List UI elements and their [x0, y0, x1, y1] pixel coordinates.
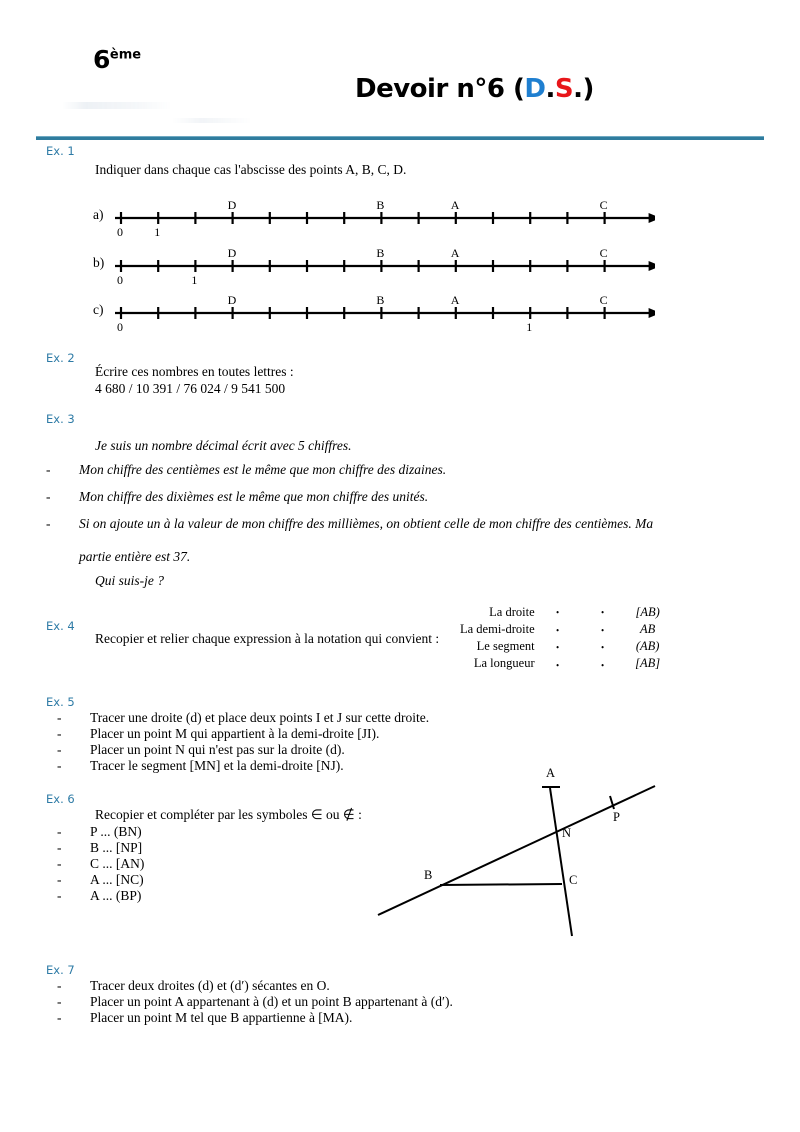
- ex5-item-text: Tracer une droite (d) et place deux points I et J sur cette droite.: [90, 710, 430, 725]
- ex6-item: [57, 872, 357, 888]
- numberline-point-label: A: [450, 246, 460, 260]
- ex4-right-dots: [581, 604, 625, 675]
- ex4-right-item[interactable]: AB: [639, 622, 656, 636]
- ex7-label: Ex. 7: [46, 963, 75, 977]
- ex7-item-text: Placer un point M tel que B appartienne à [MA).: [90, 1010, 353, 1025]
- title-dot: .: [545, 74, 555, 104]
- watermark-logo: [62, 96, 262, 130]
- ex4-left-item[interactable]: Le segment: [476, 639, 535, 653]
- figure-label-B: B: [424, 868, 433, 882]
- ex6-item-text: B ... [NP]: [90, 840, 143, 855]
- line-ac: [550, 788, 572, 936]
- ex4-left-connector-dot[interactable]: •: [556, 642, 560, 653]
- numberline-c-letter: c): [93, 302, 104, 317]
- ex6-item-text: P ... (BN): [90, 824, 142, 839]
- ex5-item: [57, 710, 657, 726]
- ex6-geometry-figure: [370, 760, 670, 940]
- ex3-bullet-3-continuation: partie entière est 37.: [79, 549, 191, 564]
- numberline-graduation-label: 0: [117, 320, 123, 334]
- list-dash: -: [57, 824, 62, 839]
- ex3-dash-2: -: [46, 489, 51, 504]
- ex4-left-connector-dot[interactable]: •: [556, 660, 560, 671]
- ex1-label: Ex. 1: [46, 144, 75, 158]
- list-dash: -: [57, 710, 62, 725]
- ex4-right-column: [625, 604, 671, 672]
- ex6-item: [57, 856, 357, 872]
- ex3-question: Qui suis-je ?: [95, 573, 164, 588]
- figure-label-N: N: [562, 826, 572, 840]
- numberline-point-label: C: [599, 293, 608, 307]
- ex6-item-text: A ... (BP): [90, 888, 142, 903]
- ex7-item: [57, 994, 657, 1010]
- ex6-item-text: A ... [NC): [90, 872, 144, 887]
- ex3-dash-3: -: [46, 516, 51, 531]
- numberline-point-label: A: [450, 293, 460, 307]
- list-dash: -: [57, 742, 62, 757]
- ex5-item-text: Tracer le segment [MN] et la demi-droite [NJ).: [90, 758, 344, 773]
- ex6-item: [57, 824, 357, 840]
- ex4-left-connector-dot[interactable]: •: [556, 625, 560, 636]
- ex4-left-dots: [535, 604, 581, 675]
- numberline-point-label: D: [227, 198, 237, 212]
- ex4-right-connector-dot[interactable]: •: [601, 642, 605, 653]
- grade-suffix: ème: [109, 47, 142, 63]
- ex4-left-item[interactable]: La longueur: [473, 656, 535, 670]
- numberline-point-label: C: [599, 198, 608, 212]
- ex3-bullet-3-text: Si on ajoute un à la valeur de mon chiffre des millièmes, on obtient celle de mon chiffre des centièmes. Ma: [79, 516, 654, 531]
- ex6-item: [57, 888, 357, 904]
- numberline-point-label: B: [376, 198, 385, 212]
- figure-label-A: A: [546, 766, 556, 780]
- header-divider: [36, 136, 764, 140]
- list-dash: -: [57, 994, 62, 1009]
- ex4-prompt: Recopier et relier chaque expression à la notation qui convient :: [95, 631, 440, 646]
- ex5-item-text: Placer un point N qui n'est pas sur la droite (d).: [90, 742, 345, 757]
- ex7-list: [57, 978, 657, 1026]
- numberline-b-labels: [115, 246, 655, 288]
- ex3-label: Ex. 3: [46, 412, 75, 426]
- numberline-a-letter: a): [93, 207, 104, 222]
- ex4-right-item[interactable]: (AB): [635, 639, 660, 653]
- numberline-graduation-label: 1: [526, 320, 533, 334]
- ex4-left-column: [460, 604, 535, 672]
- list-dash: -: [57, 888, 62, 903]
- list-dash: -: [57, 872, 62, 887]
- ex4-left-connector-dot[interactable]: •: [556, 607, 560, 618]
- ex6-label: Ex. 6: [46, 792, 75, 806]
- ex3-bullet-2-text: Mon chiffre des dixièmes est le même que mon chiffre des unités.: [79, 489, 429, 504]
- ex6-figure-svg: [370, 760, 670, 940]
- ex3-dash-1: -: [46, 462, 51, 477]
- ex2-line-2: 4 680 / 10 391 / 76 024 / 9 541 500: [95, 381, 286, 396]
- numberline-point-label: B: [376, 293, 385, 307]
- ex7-item: [57, 978, 657, 994]
- list-dash: -: [57, 1010, 62, 1025]
- numberline-b-letter: b): [93, 255, 105, 270]
- ex3-bullet-3: [46, 516, 761, 532]
- title-d-letter: D: [524, 74, 546, 104]
- ex6-prompt: Recopier et compléter par les symboles ∈ ou ∉ :: [95, 807, 362, 822]
- segment-bc: [440, 884, 562, 885]
- ex6-item: [57, 840, 357, 856]
- ex6-item-text: C ... [AN): [90, 856, 145, 871]
- title-s-letter: S: [554, 74, 574, 104]
- ex5-item-text: Placer un point M qui appartient à la demi-droite [JI).: [90, 726, 380, 741]
- numberline-point-label: C: [599, 246, 608, 260]
- ex4-right-item[interactable]: [AB]: [635, 656, 661, 670]
- numberline-graduation-label: 0: [117, 273, 123, 287]
- figure-label-P: P: [613, 810, 620, 824]
- ex5-item: [57, 726, 657, 742]
- ex4-left-item[interactable]: La demi-droite: [460, 622, 535, 636]
- figure-label-C: C: [569, 873, 578, 887]
- numberline-a-labels: [115, 198, 655, 240]
- ex5-label: Ex. 5: [46, 695, 75, 709]
- numberline-graduation-label: 0: [117, 225, 123, 239]
- ex4-left-item[interactable]: La droite: [489, 605, 535, 619]
- list-dash: -: [57, 840, 62, 855]
- title-suffix: .): [573, 74, 594, 104]
- ex5-item: [57, 742, 657, 758]
- numberline-point-label: D: [227, 246, 237, 260]
- ex2-label: Ex. 2: [46, 351, 75, 365]
- ex7-item-text: Placer un point A appartenant à (d) et un point B appartenant à (d′).: [90, 994, 453, 1009]
- numberline-graduation-label: 1: [154, 225, 161, 239]
- ex4-label: Ex. 4: [46, 619, 75, 633]
- ex4-right-connector-dot[interactable]: •: [601, 607, 605, 618]
- list-dash: -: [57, 978, 62, 993]
- numberline-graduation-label: 1: [191, 273, 198, 287]
- ex4-right-connector-dot[interactable]: •: [601, 625, 605, 636]
- ex3-bullet-2: [46, 489, 746, 505]
- numberline-point-label: A: [450, 198, 460, 212]
- ex1-prompt: Indiquer dans chaque cas l'abscisse des points A, B, C, D.: [95, 162, 407, 177]
- list-dash: -: [57, 758, 62, 773]
- ex2-line-1: Écrire ces nombres en toutes lettres :: [95, 364, 294, 379]
- title-prefix: Devoir n°6 (: [355, 74, 525, 104]
- ex6-list: [57, 824, 357, 904]
- numberline-point-label: B: [376, 246, 385, 260]
- ex3-bullet-1-text: Mon chiffre des centièmes est le même que mon chiffre des dizaines.: [79, 462, 447, 477]
- grade-number: 6: [93, 45, 110, 74]
- ex3-bullet-1: [46, 462, 746, 478]
- numberline-c-labels: [115, 293, 655, 335]
- ex3-intro: Je suis un nombre décimal écrit avec 5 chiffres.: [95, 438, 352, 453]
- list-dash: -: [57, 856, 62, 871]
- ex7-item-text: Tracer deux droites (d) et (d′) sécantes en O.: [90, 978, 330, 993]
- numberline-point-label: D: [227, 293, 237, 307]
- page-header: [0, 0, 800, 120]
- grade-level: [93, 45, 141, 74]
- page-title: [355, 74, 594, 104]
- list-dash: -: [57, 726, 62, 741]
- ex4-right-connector-dot[interactable]: •: [601, 660, 605, 671]
- ex7-item: [57, 1010, 657, 1026]
- ex4-right-item[interactable]: [AB): [635, 605, 660, 619]
- ex4-matching-block: [460, 604, 671, 675]
